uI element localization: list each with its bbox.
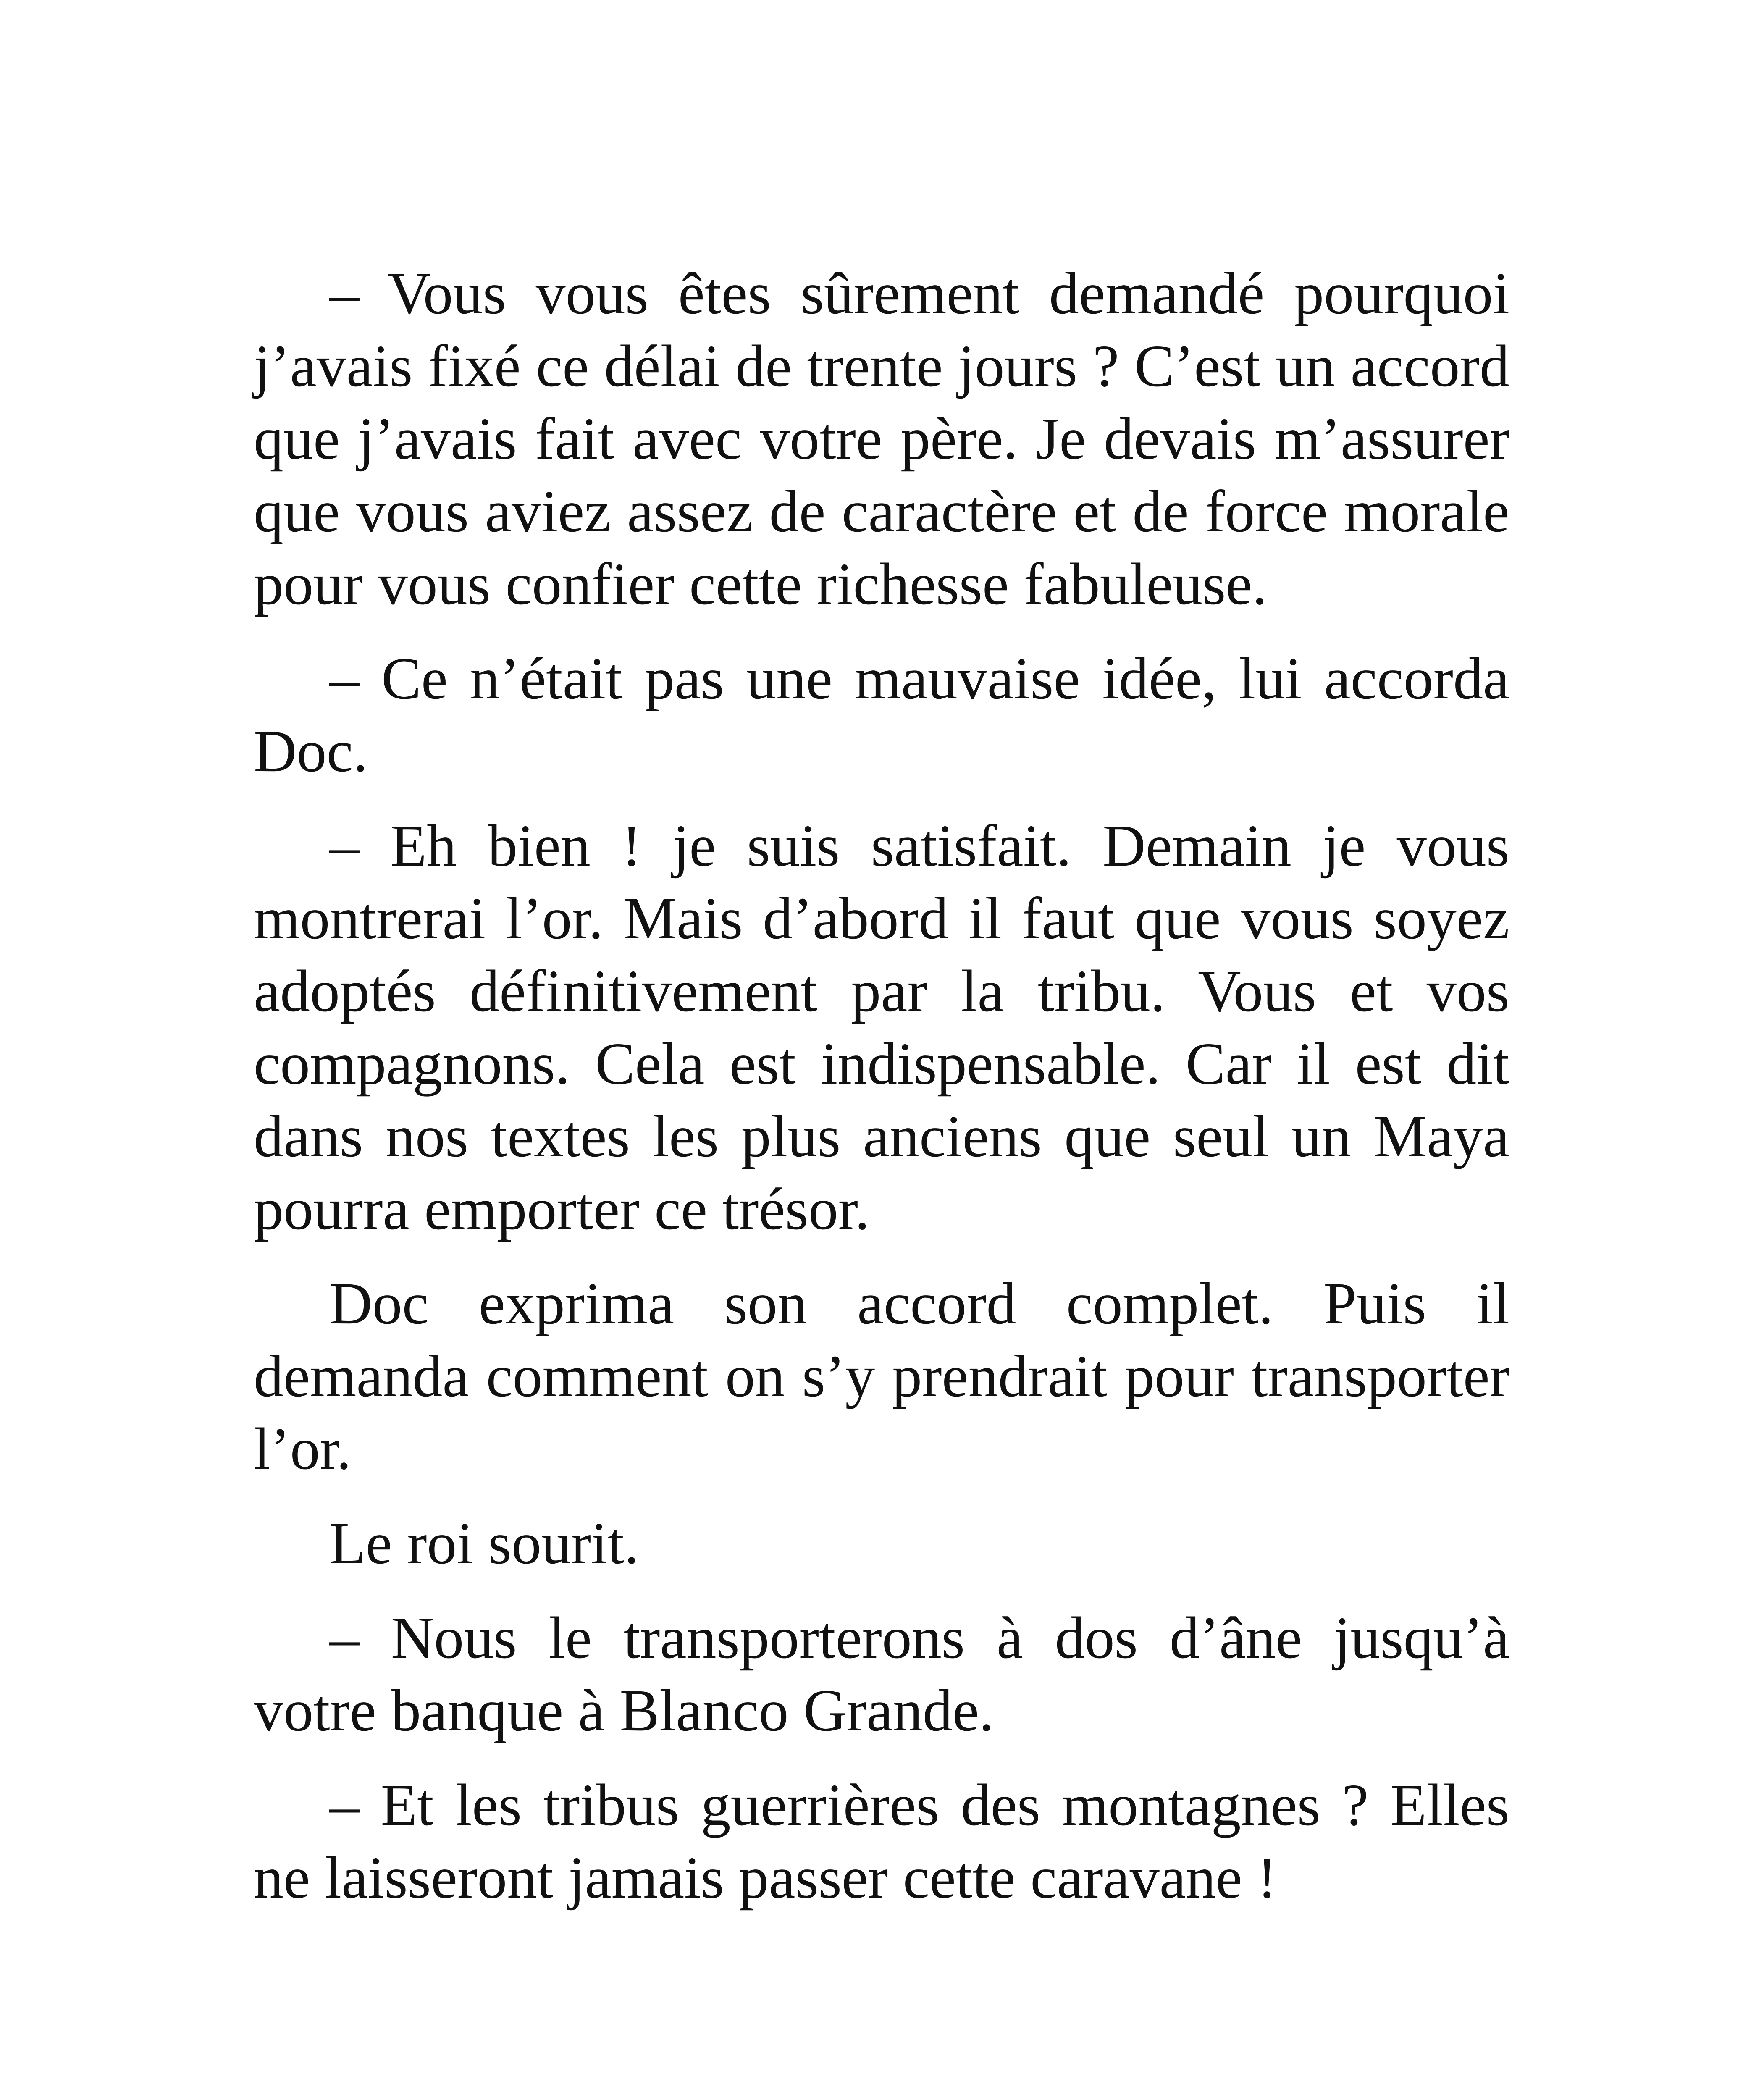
paragraph: Doc exprima son accord complet. Puis il demanda comment on s’y prendrait pour transporter l’or.	[254, 1270, 1509, 1482]
paragraph: – Eh bien ! je suis satisfait. Demain je vous montrerai l’or. Mais d’abord il faut que vous soyez adoptés définitivement par la tribu. Vous et vos compagnons. Cela est indispensable. Car il est dit dans nos textes les plus anciens que seul un Maya pourra emporter ce trésor.	[254, 812, 1509, 1242]
text-body	[254, 257, 1509, 1936]
paragraph: – Et les tribus guerrières des montagnes ? Elles ne laisseront jamais passer cette caravane !	[254, 1772, 1509, 1911]
paragraph: – Nous le transporterons à dos d’âne jusqu’à votre banque à Blanco Grande.	[254, 1604, 1509, 1743]
paragraph: – Ce n’était pas une mauvaise idée, lui accorda Doc.	[254, 645, 1509, 784]
paragraph: – Vous vous êtes sûrement demandé pourquoi j’avais fixé ce délai de trente jours ? C’est un accord que j’avais fait avec votre père. Je devais m’assurer que vous aviez assez de caractère et de force morale pour vous confier cette richesse fabuleuse.	[254, 260, 1509, 617]
paragraph: Le roi sourit.	[329, 1510, 639, 1576]
